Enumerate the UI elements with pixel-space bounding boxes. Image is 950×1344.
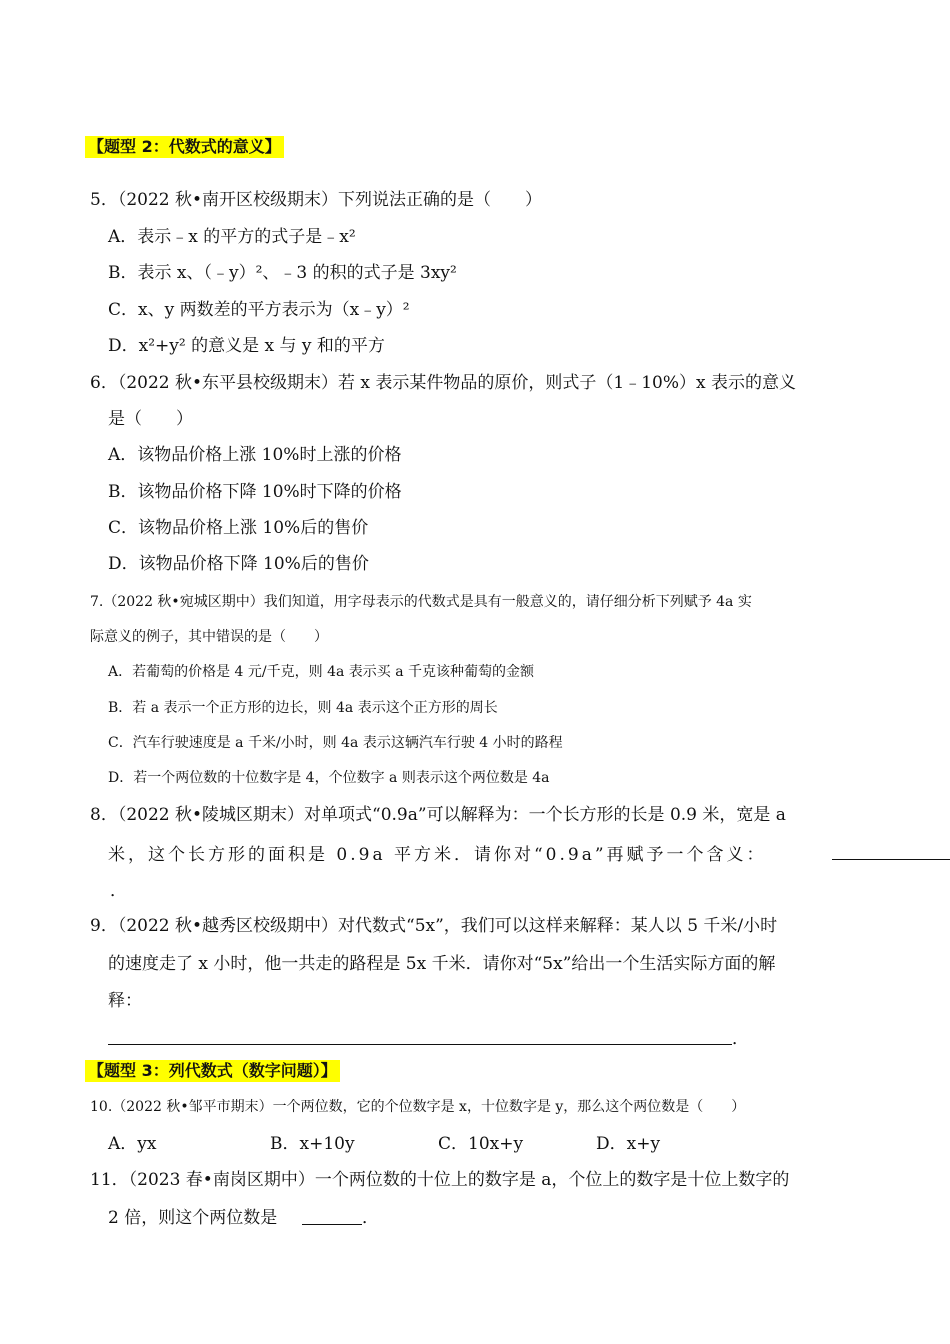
q11-answer-blank[interactable] [302,1224,362,1225]
q9-line2: 的速度走了 x 小时，他一共走的路程是 5x 千米．请你对“5x”给出一个生活实际方面的解 [108,954,776,974]
q6-stem-line2: 是（ ） [108,409,193,429]
q5-option-d: D．x²+y² 的意义是 x 与 y 和的平方 [108,336,385,356]
q10-option-c: C．10x+y [438,1134,524,1154]
q10-option-a: A．yx [108,1134,157,1154]
q7-stem-line1: 7.（2022 秋•宛城区期中）我们知道，用字母表示的代数式是具有一般意义的，请仔细分析下列赋予 4a 实 [90,594,752,610]
q7-option-b: B．若 a 表示一个正方形的边长，则 4a 表示这个正方形的周长 [108,700,498,716]
q11-end: ． [362,1208,379,1228]
q10-option-d: D．x+y [596,1134,661,1154]
section-3-title: 【题型 3：列代数式（数字问题）】 [85,1060,340,1082]
q6-option-b: B．该物品价格下降 10%时下降的价格 [108,482,402,502]
q10-stem: 10.（2022 秋•邹平市期末）一个两位数，它的个位数字是 x，十位数字是 y，那么这个两位数是（ ） [90,1099,746,1115]
q6-option-c: C．该物品价格上涨 10%后的售价 [108,518,369,538]
q6-option-a: A．该物品价格上涨 10%时上涨的价格 [108,445,402,465]
q11-line1: 11．（2023 春•南岗区期中）一个两位数的十位上的数字是 a，个位上的数字是十位上数字的 [90,1170,790,1190]
q9-line3: 释： [108,991,142,1011]
q8-line1: 8．（2022 秋•陵城区期末）对单项式“0.9a”可以解释为：一个长方形的长是 0.9 米，宽是 a [90,805,786,825]
section-2-title: 【题型 2：代数式的意义】 [85,136,284,158]
q10-option-b: B．x+10y [270,1134,355,1154]
q5-option-c: C．x、y 两数差的平方表示为（x﹣y）² [108,300,410,320]
q5-option-b: B．表示 x、（﹣y）²、﹣3 的积的式子是 3xy² [108,263,457,283]
q8-line3: ． [110,881,127,901]
q11-line2: 2 倍，则这个两位数是 [108,1208,278,1228]
q7-option-c: C．汽车行驶速度是 a 千米/小时，则 4a 表示这辆汽车行驶 4 小时的路程 [108,735,563,751]
q9-end: ． [732,1029,749,1049]
q6-option-d: D．该物品价格下降 10%后的售价 [108,554,369,574]
q7-stem-line2: 际意义的例子，其中错误的是（ ） [90,629,328,645]
q7-option-d: D．若一个两位数的十位数字是 4，个位数字 a 则表示这个两位数是 4a [108,770,550,786]
q5-stem: 5．（2022 秋•南开区校级期末）下列说法正确的是（ ） [90,190,543,210]
q5-option-a: A．表示﹣x 的平方的式子是﹣x² [108,227,356,247]
q7-option-a: A．若葡萄的价格是 4 元/千克，则 4a 表示买 a 千克该种葡萄的金额 [108,664,535,680]
q9-answer-blank[interactable] [108,1044,732,1045]
q6-stem-line1: 6．（2022 秋•东平县校级期末）若 x 表示某件物品的原价，则式子（1﹣10%）x 表示的意义 [90,373,796,393]
q8-line2: 米，这个长方形的面积是 0.9a 平方米．请你对“0.9a”再赋予一个含义： [108,845,767,865]
q8-answer-blank[interactable] [832,859,950,860]
q9-line1: 9．（2022 秋•越秀区校级期中）对代数式“5x”，我们可以这样来解释：某人以 5 千米/小时 [90,916,778,936]
